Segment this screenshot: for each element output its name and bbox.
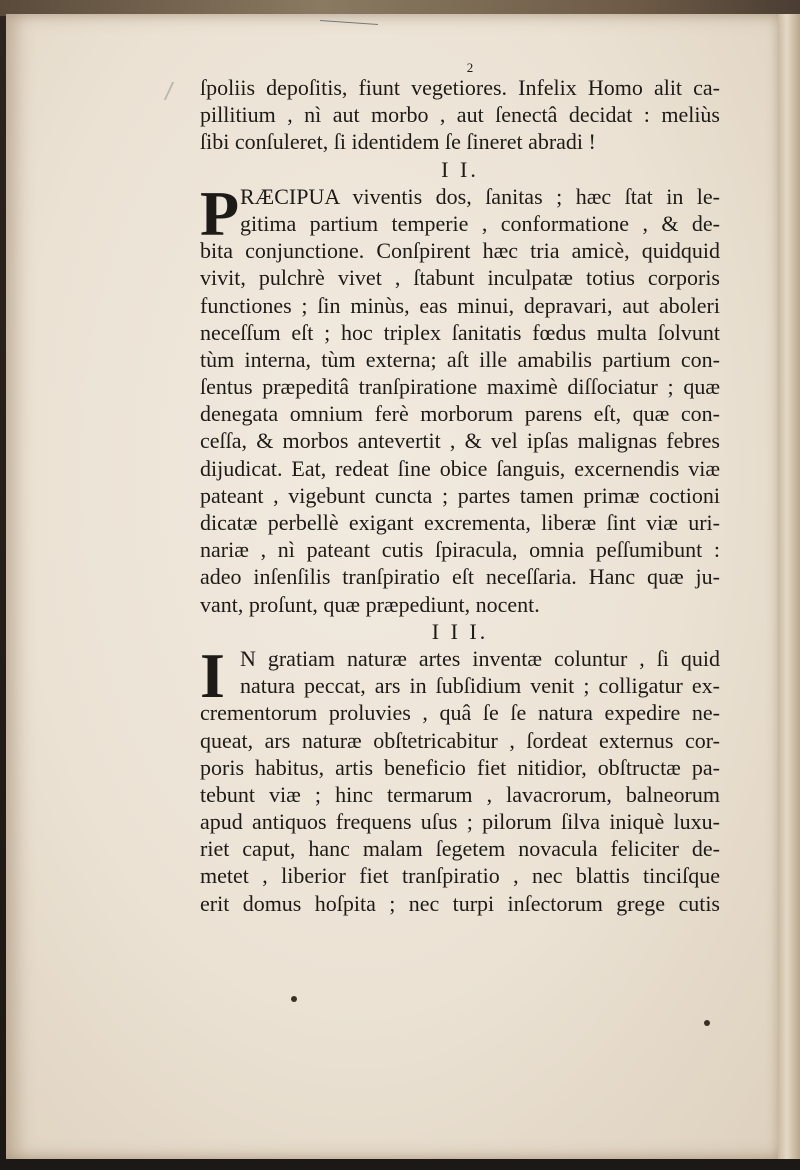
drop-cap: I bbox=[200, 639, 225, 711]
text-line: tebunt viæ ; hinc termarum , lavacrorum, balneorum bbox=[200, 781, 720, 807]
text-line: queat, ars naturæ obſtetricabitur , ſordeat externus cor- bbox=[200, 727, 720, 753]
text-line: ſibi conſuleret, ſi identidem ſe ſineret abradi ! bbox=[200, 129, 596, 155]
text-line: nariæ , nì pateant cutis ſpiracula, omnia peſſumibunt : bbox=[200, 537, 720, 563]
text-line: tùm interna, tùm externa; aſt ille amabilis partium con- bbox=[200, 346, 720, 372]
text-line: riet caput, hanc malam ſegetem novacula feliciter de- bbox=[200, 836, 720, 862]
text-line: N gratiam naturæ artes inventæ coluntur , ſi quid bbox=[240, 645, 720, 671]
text-line: apud antiquos frequens uſus ; pilorum ſilva iniquè luxu- bbox=[200, 809, 720, 835]
text-line: RÆCIPUA viventis dos, ſanitas ; hæc ſtat in le- bbox=[240, 183, 720, 209]
section-heading: I I I. bbox=[431, 618, 489, 644]
text-line: ſpoliis depoſitis, fiunt vegetiores. Infelix Homo alit ca- bbox=[200, 75, 720, 100]
text-line: poris habitus, artis beneficio fiet nitidior, obſtructæ pa- bbox=[200, 754, 720, 780]
drop-cap: P bbox=[200, 177, 240, 249]
text-line: natura peccat, ars in ſubſidium venit ; colligatur ex- bbox=[240, 673, 720, 699]
text-line: neceſſum eſt ; hoc triplex ſanitatis fœdus multa ſolvunt bbox=[200, 319, 720, 345]
text-line: vivit, pulchrè vivet , ſtabunt inculpatæ totius corporis bbox=[200, 265, 720, 291]
page-number: 2 bbox=[466, 60, 474, 75]
ink-spot bbox=[291, 996, 297, 1002]
text-line: functiones ; ſin minùs, eas minui, depravari, aut aboleri bbox=[200, 292, 720, 318]
intro-paragraph bbox=[200, 74, 720, 156]
text-line: gitima partium temperie , conformatione , & de- bbox=[240, 210, 720, 236]
text-line: denegata omnium ferè morborum parens eſt, quæ con- bbox=[200, 401, 720, 427]
page-fore-edge bbox=[778, 14, 800, 1159]
section-heading: I I. bbox=[441, 156, 479, 182]
text-line: crementorum proluvies , quâ ſe ſe natura expedire ne- bbox=[200, 700, 720, 726]
text-line: adeo inſenſilis tranſpiratio eſt neceſſaria. Hanc quæ ju- bbox=[200, 564, 720, 590]
text-line: vant, proſunt, quæ præpediunt, nocent. bbox=[200, 591, 540, 617]
text-line: metet , liberior fiet tranſpiratio , nec blattis tinciſque bbox=[200, 863, 720, 889]
text-line: pateant , vigebunt cuncta ; partes tamen primæ coctioni bbox=[200, 482, 720, 508]
section-2-paragraph bbox=[200, 177, 720, 618]
ink-spot bbox=[704, 1020, 710, 1026]
page-text bbox=[200, 62, 720, 917]
text-line: pillitium , nì aut morbo , aut ſenectâ decidat : meliùs bbox=[200, 102, 720, 128]
section-3-paragraph bbox=[200, 639, 720, 917]
text-line: dijudicat. Eat, redeat ſine obice ſanguis, excernendis viæ bbox=[200, 455, 720, 481]
text-line: ceſſa, & morbos antevertit , & vel ipſas malignas febres bbox=[200, 428, 720, 454]
text-line: erit domus hoſpita ; nec turpi inſectorum grege cutis bbox=[200, 890, 720, 916]
text-line: bita conjunctione. Conſpirent hæc tria amicè, quidquid bbox=[200, 238, 720, 264]
text-line: dicatæ perbellè exigant excrementa, liberæ ſint viæ uri- bbox=[200, 510, 720, 535]
text-line: ſentus præpeditâ tranſpiratione maximè diſſociatur ; quæ bbox=[200, 374, 720, 400]
